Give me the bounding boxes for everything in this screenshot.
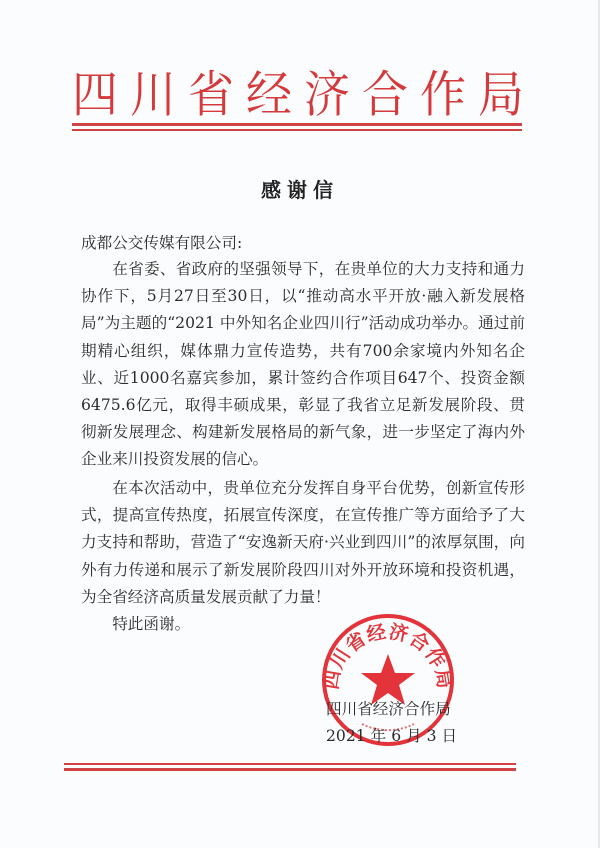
letter-title: 感谢信: [261, 178, 339, 202]
body-paragraph-closing: [81, 611, 525, 638]
signature-block: [326, 696, 457, 750]
body-paragraph-2: [81, 475, 525, 611]
seal-arc-text: 四川省经济合作局: [320, 620, 456, 691]
header-rule-thin: [72, 129, 522, 131]
body-paragraph-1: [81, 256, 525, 474]
salutation: 成都公交传媒有限公司:: [81, 234, 243, 252]
footer-rule-thick: [64, 768, 516, 771]
paragraph-text: 在本次活动中，贵单位充分发挥自身平台优势，创新宣传形式，提高宣传热度，拓展宣传深度，在宣传推广等方面给予了大力支持和帮助，营造了“安逸新天府·兴业到四川”的浓厚氛围，向外有力传递和展示了新发展阶段四川对外开放环境和投资机遇，为全省经济高质量发展贡献了力量！: [81, 479, 525, 606]
letterhead-char: 四: [72, 64, 118, 124]
signature-date: 2021 年 6 月 3 日: [326, 727, 458, 745]
footer-rule-thin: [64, 763, 516, 765]
letterhead-char: 省: [188, 64, 234, 124]
paragraph-text: 特此函谢。: [112, 615, 191, 633]
letterhead-char: 济: [304, 64, 350, 124]
letterhead-char: 川: [130, 64, 176, 124]
signature-org: 四川省经济合作局: [326, 700, 451, 718]
paragraph-text: 在省委、省政府的坚强领导下，在贵单位的大力支持和通力协作下，5月27日至30日，以“推动高水平开放·融入新发展格局”为主题的“2021 中外知名企业四川行”活动成功举办。通过前期精心组织，媒体鼎力宣传造势，共有700余家境内外知名企业、近1000名嘉宾参加，累计签约合作项目647个、投资金额6475.6亿元，取得丰硕成果，彰显了我省立足新发展阶段、贯彻新发展理念、构建新发展格局的新气象，进一步坚定了海内外企业来川投资发展的信心。: [81, 260, 525, 469]
letterhead-char: 作: [420, 64, 466, 124]
header-rule-thick: [72, 123, 522, 126]
letterhead-org-name: [72, 64, 524, 124]
letterhead-char: 经: [246, 64, 292, 124]
letterhead-char: 局: [478, 64, 524, 124]
letterhead-char: 合: [362, 64, 408, 124]
